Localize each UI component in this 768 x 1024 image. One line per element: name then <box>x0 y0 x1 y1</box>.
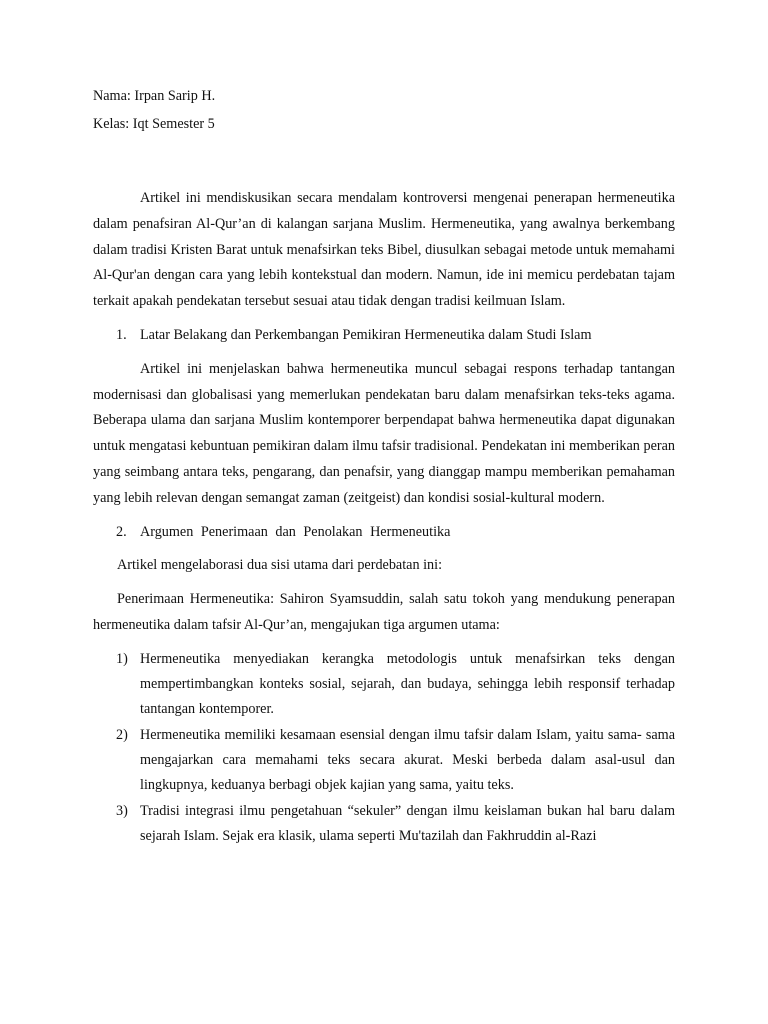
section-2-title: Argumen Penerimaan dan Penolakan Hermeneutika <box>140 523 451 540</box>
list-item-text: Hermeneutika memiliki kesamaan esensial dengan ilmu tafsir dalam Islam, yaitu sama- sama mengajarkan cara memahami teks secara akurat. Meski berbeda dalam asal-usul dan lingkupnya, keduanya berbagi objek kajian yang sama, yaitu teks. <box>140 726 675 794</box>
list-item-text: Hermeneutika menyediakan kerangka metodologis untuk menafsirkan teks dengan mempertimbangkan konteks sosial, sejarah, dan budaya, sehingga lebih responsif terhadap tantangan kontemporer. <box>140 650 675 718</box>
list-item-text: Tradisi integrasi ilmu pengetahuan “sekuler” dengan ilmu keislaman bukan hal baru dalam sejarah Islam. Sejak era klasik, ulama seperti Mu'tazilah dan Fakhruddin al-Razi <box>140 802 675 844</box>
section-1-number: 1. <box>116 326 127 343</box>
list-item <box>93 647 675 723</box>
list-item-number: 2) <box>116 726 128 743</box>
student-name-line: Nama: Irpan Sarip H. <box>93 88 216 104</box>
list-item-number: 1) <box>116 650 128 667</box>
section-2-number: 2. <box>116 523 127 540</box>
acceptance-paragraph: Penerimaan Hermeneutika: Sahiron Syamsuddin, salah satu tokoh yang mendukung penerapan hermeneutika dalam tafsir Al-Qur’an, mengajukan tiga argumen utama: <box>93 591 675 633</box>
list-item <box>93 723 675 799</box>
list-item <box>93 799 675 850</box>
student-class-line: Kelas: Iqt Semester 5 <box>93 116 215 132</box>
section-1-title: Latar Belakang dan Perkembangan Pemikiran Hermeneutika dalam Studi Islam <box>140 326 592 343</box>
section-2-heading <box>93 520 675 546</box>
section-1-paragraph: Artikel ini menjelaskan bahwa hermeneutika muncul sebagai respons terhadap tantangan modernisasi dan globalisasi yang memerlukan pendekatan baru dalam menafsirkan teks-teks agama. Beberapa ulama dan sarjana Muslim kontemporer berpendapat bahwa hermeneutika dapat digunakan untuk mengatasi kebuntuan pemikiran dalam ilmu tafsir tradisional. Pendekatan ini memberikan peran yang seimbang antara teks, pengarang, dan penafsir, yang dianggap mampu memberikan pemahaman yang lebih relevan dengan semangat zaman (zeitgeist) dan kondisi sosial-kultural modern. <box>93 360 675 506</box>
document-body <box>93 86 675 849</box>
section-2-intro: Artikel mengelaborasi dua sisi utama dari perdebatan ini: <box>117 557 443 574</box>
intro-paragraph: Artikel ini mendiskusikan secara mendalam kontroversi mengenai penerapan hermeneutika dalam penafsiran Al-Qur’an di kalangan sarjana Muslim. Hermeneutika, yang awalnya berkembang dalam tradisi Kristen Barat untuk menafsirkan teks Bibel, diusulkan sebagai metode untuk memahami Al-Qur'an dengan cara yang lebih kontekstual dan modern. Namun, ide ini memicu perdebatan tajam terkait apakah pendekatan tersebut sesuai atau tidak dengan tradisi keilmuan Islam. <box>93 190 675 310</box>
arguments-list <box>93 647 675 849</box>
section-1-heading <box>93 323 675 349</box>
list-item-number: 3) <box>116 802 128 819</box>
